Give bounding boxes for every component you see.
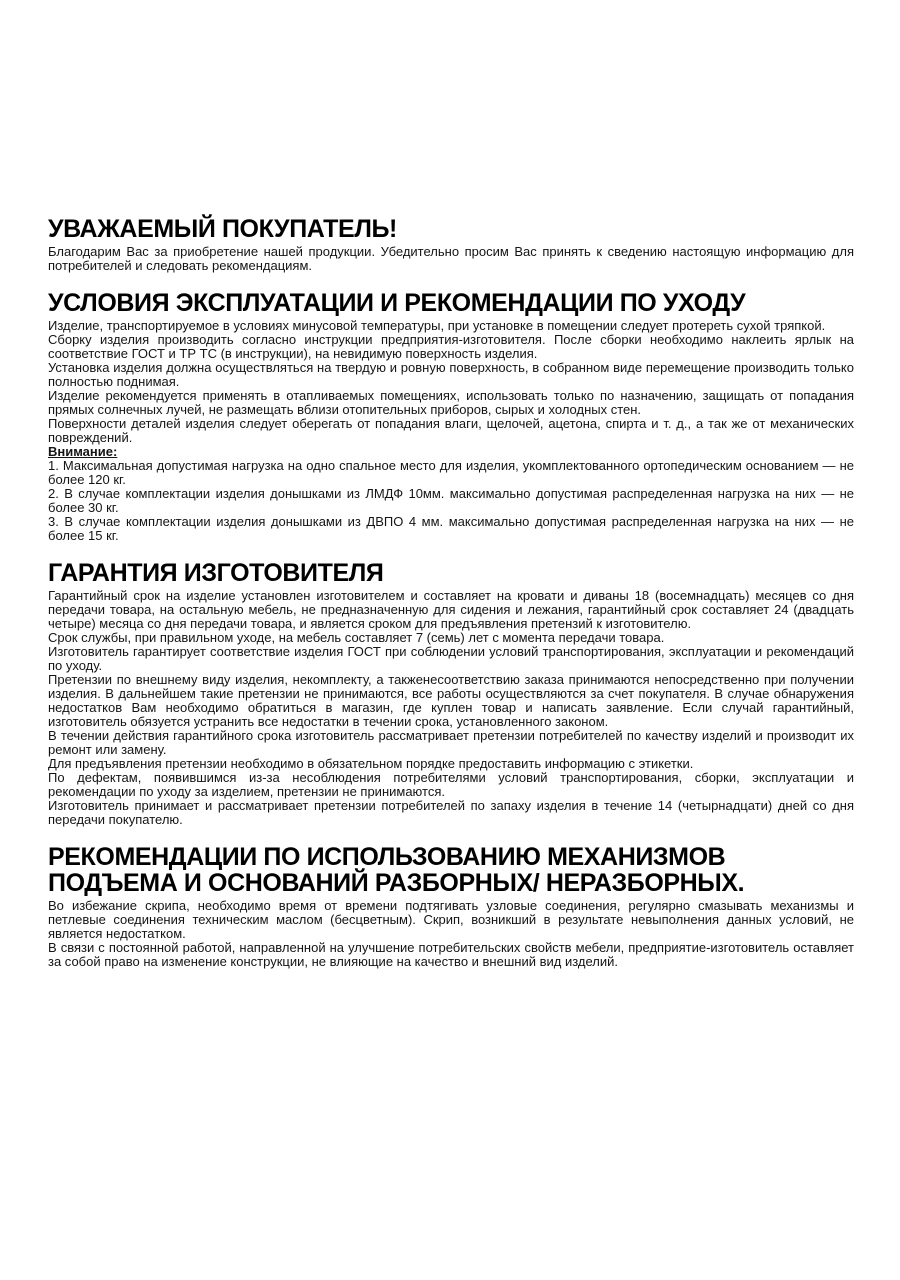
warranty-paragraph-2: Срок службы, при правильном уходе, на мебель составляет 7 (семь) лет с момента передачи товара. xyxy=(48,630,665,645)
warranty-paragraph-3: Изготовитель гарантирует соответствие изделия ГОСТ при соблюдении условий транспортирования, эксплуатации и рекомендаций по уходу. xyxy=(48,644,854,673)
mechanisms-paragraph-1: Во избежание скрипа, необходимо время от времени подтягивать узловые соединения, регулярно смазывать механизмы и петлевые соединения техническим маслом (бесцветным). Скрип, возникший в результате невыполнения данных условий, не является недостатком. xyxy=(48,898,854,941)
attention-item-3: 3. В случае комплектации изделия донышками из ДВПО 4 мм. максимально допустимая распределенная нагрузка на них — не более 15 кг. xyxy=(48,514,854,543)
section-warranty xyxy=(48,560,854,827)
warranty-paragraph-1: Гарантийный срок на изделие установлен изготовителем и составляет на кровати и диваны 18 (восемнадцать) месяцев со дня передачи товара, на остальную мебель, не предназначенную для сидения и лежания, гарантийный срок составляет 24 (двадцать четыре) месяца со дня передачи товара, и является сроком для предъявления претензий к изготовителю. xyxy=(48,588,854,631)
usage-conditions-heading: УСЛОВИЯ ЭКСПЛУАТАЦИИ И РЕКОМЕНДАЦИИ ПО УХОДУ xyxy=(48,289,746,317)
warranty-paragraph-7: По дефектам, появившимся из-за несоблюдения потребителями условий транспортирования, сборки, эксплуатации и рекомендации по уходу за изделием, претензии не принимаются. xyxy=(48,770,854,799)
section-usage-conditions xyxy=(48,290,854,543)
usage-paragraph-4: Изделие рекомендуется применять в отапливаемых помещениях, использовать только по назначению, защищать от попадания прямых солнечных лучей, не размещать вблизи отопительных приборов, сырых и холодных стен. xyxy=(48,388,854,417)
warranty-heading: ГАРАНТИЯ ИЗГОТОВИТЕЛЯ xyxy=(48,559,384,587)
warranty-paragraph-4: Претензии по внешнему виду изделия, некомплекту, а такженесоответствию заказа принимаются непосредственно при получении изделия. В дальнейшем такие претензии не принимаются, все работы осуществляются за счет покупателя. В случае обнаружения недостатков Вам необходимо обратиться в магазин, где куплен товар и написать заявление. Если случай гарантийный, изготовитель обязуется устранить все недостатки в течении срока, установленного законом. xyxy=(48,672,854,729)
lift-mechanisms-heading: РЕКОМЕНДАЦИИ ПО ИСПОЛЬЗОВАНИЮ МЕХАНИЗМОВ ПОДЪЕМА И ОСНОВАНИЙ РАЗБОРНЫХ/ НЕРАЗБОРНЫХ. xyxy=(48,843,745,897)
usage-paragraph-5: Поверхности деталей изделия следует оберегать от попадания влаги, щелочей, ацетона, спирта и т. д., а так же от механических повреждений. xyxy=(48,416,854,445)
mechanisms-paragraph-2: В связи с постоянной работой, направленной на улучшение потребительских свойств мебели, предприятие-изготовитель оставляет за собой право на изменение конструкции, не влияющие на качество и внешний вид изделий. xyxy=(48,940,854,969)
warranty-paragraph-6: Для предъявления претензии необходимо в обязательном порядке предоставить информацию с этикетки. xyxy=(48,756,694,771)
attention-label: Внимание: xyxy=(48,444,118,459)
section-lift-mechanisms xyxy=(48,844,854,969)
attention-item-2: 2. В случае комплектации изделия донышками из ЛМДФ 10мм. максимально допустимая распределенная нагрузка на них — не более 30 кг. xyxy=(48,486,854,515)
greeting-paragraph: Благодарим Вас за приобретение нашей продукции. Убедительно просим Вас принять к сведению настоящую информацию для потребителей и следовать рекомендациям. xyxy=(48,244,854,273)
warranty-paragraph-8: Изготовитель принимает и рассматривает претензии потребителей по запаху изделия в течение 14 (четырнадцати) дней со дня передачи покупателю. xyxy=(48,798,854,827)
usage-paragraph-3: Установка изделия должна осуществляться на твердую и ровную поверхность, в собранном виде перемещение производить только полностью поднимая. xyxy=(48,360,854,389)
attention-item-1: 1. Максимальная допустимая нагрузка на одно спальное место для изделия, укомплектованного ортопедическим основанием — не более 120 кг. xyxy=(48,458,854,487)
usage-paragraph-1: Изделие, транспортируемое в условиях минусовой температуры, при установке в помещении следует протереть сухой тряпкой. xyxy=(48,318,826,333)
warranty-paragraph-5: В течении действия гарантийного срока изготовитель рассматривает претензии потребителей по качеству изделий и производит их ремонт или замену. xyxy=(48,728,854,757)
usage-paragraph-2: Сборку изделия производить согласно инструкции предприятия-изготовителя. После сборки необходимо наклеить ярлык на соответствие ГОСТ и ТР ТС (в инструкции), на невидимую поверхность изделия. xyxy=(48,332,854,361)
greeting-heading: УВАЖАЕМЫЙ ПОКУПАТЕЛЬ! xyxy=(48,215,397,243)
section-greeting xyxy=(48,216,854,273)
